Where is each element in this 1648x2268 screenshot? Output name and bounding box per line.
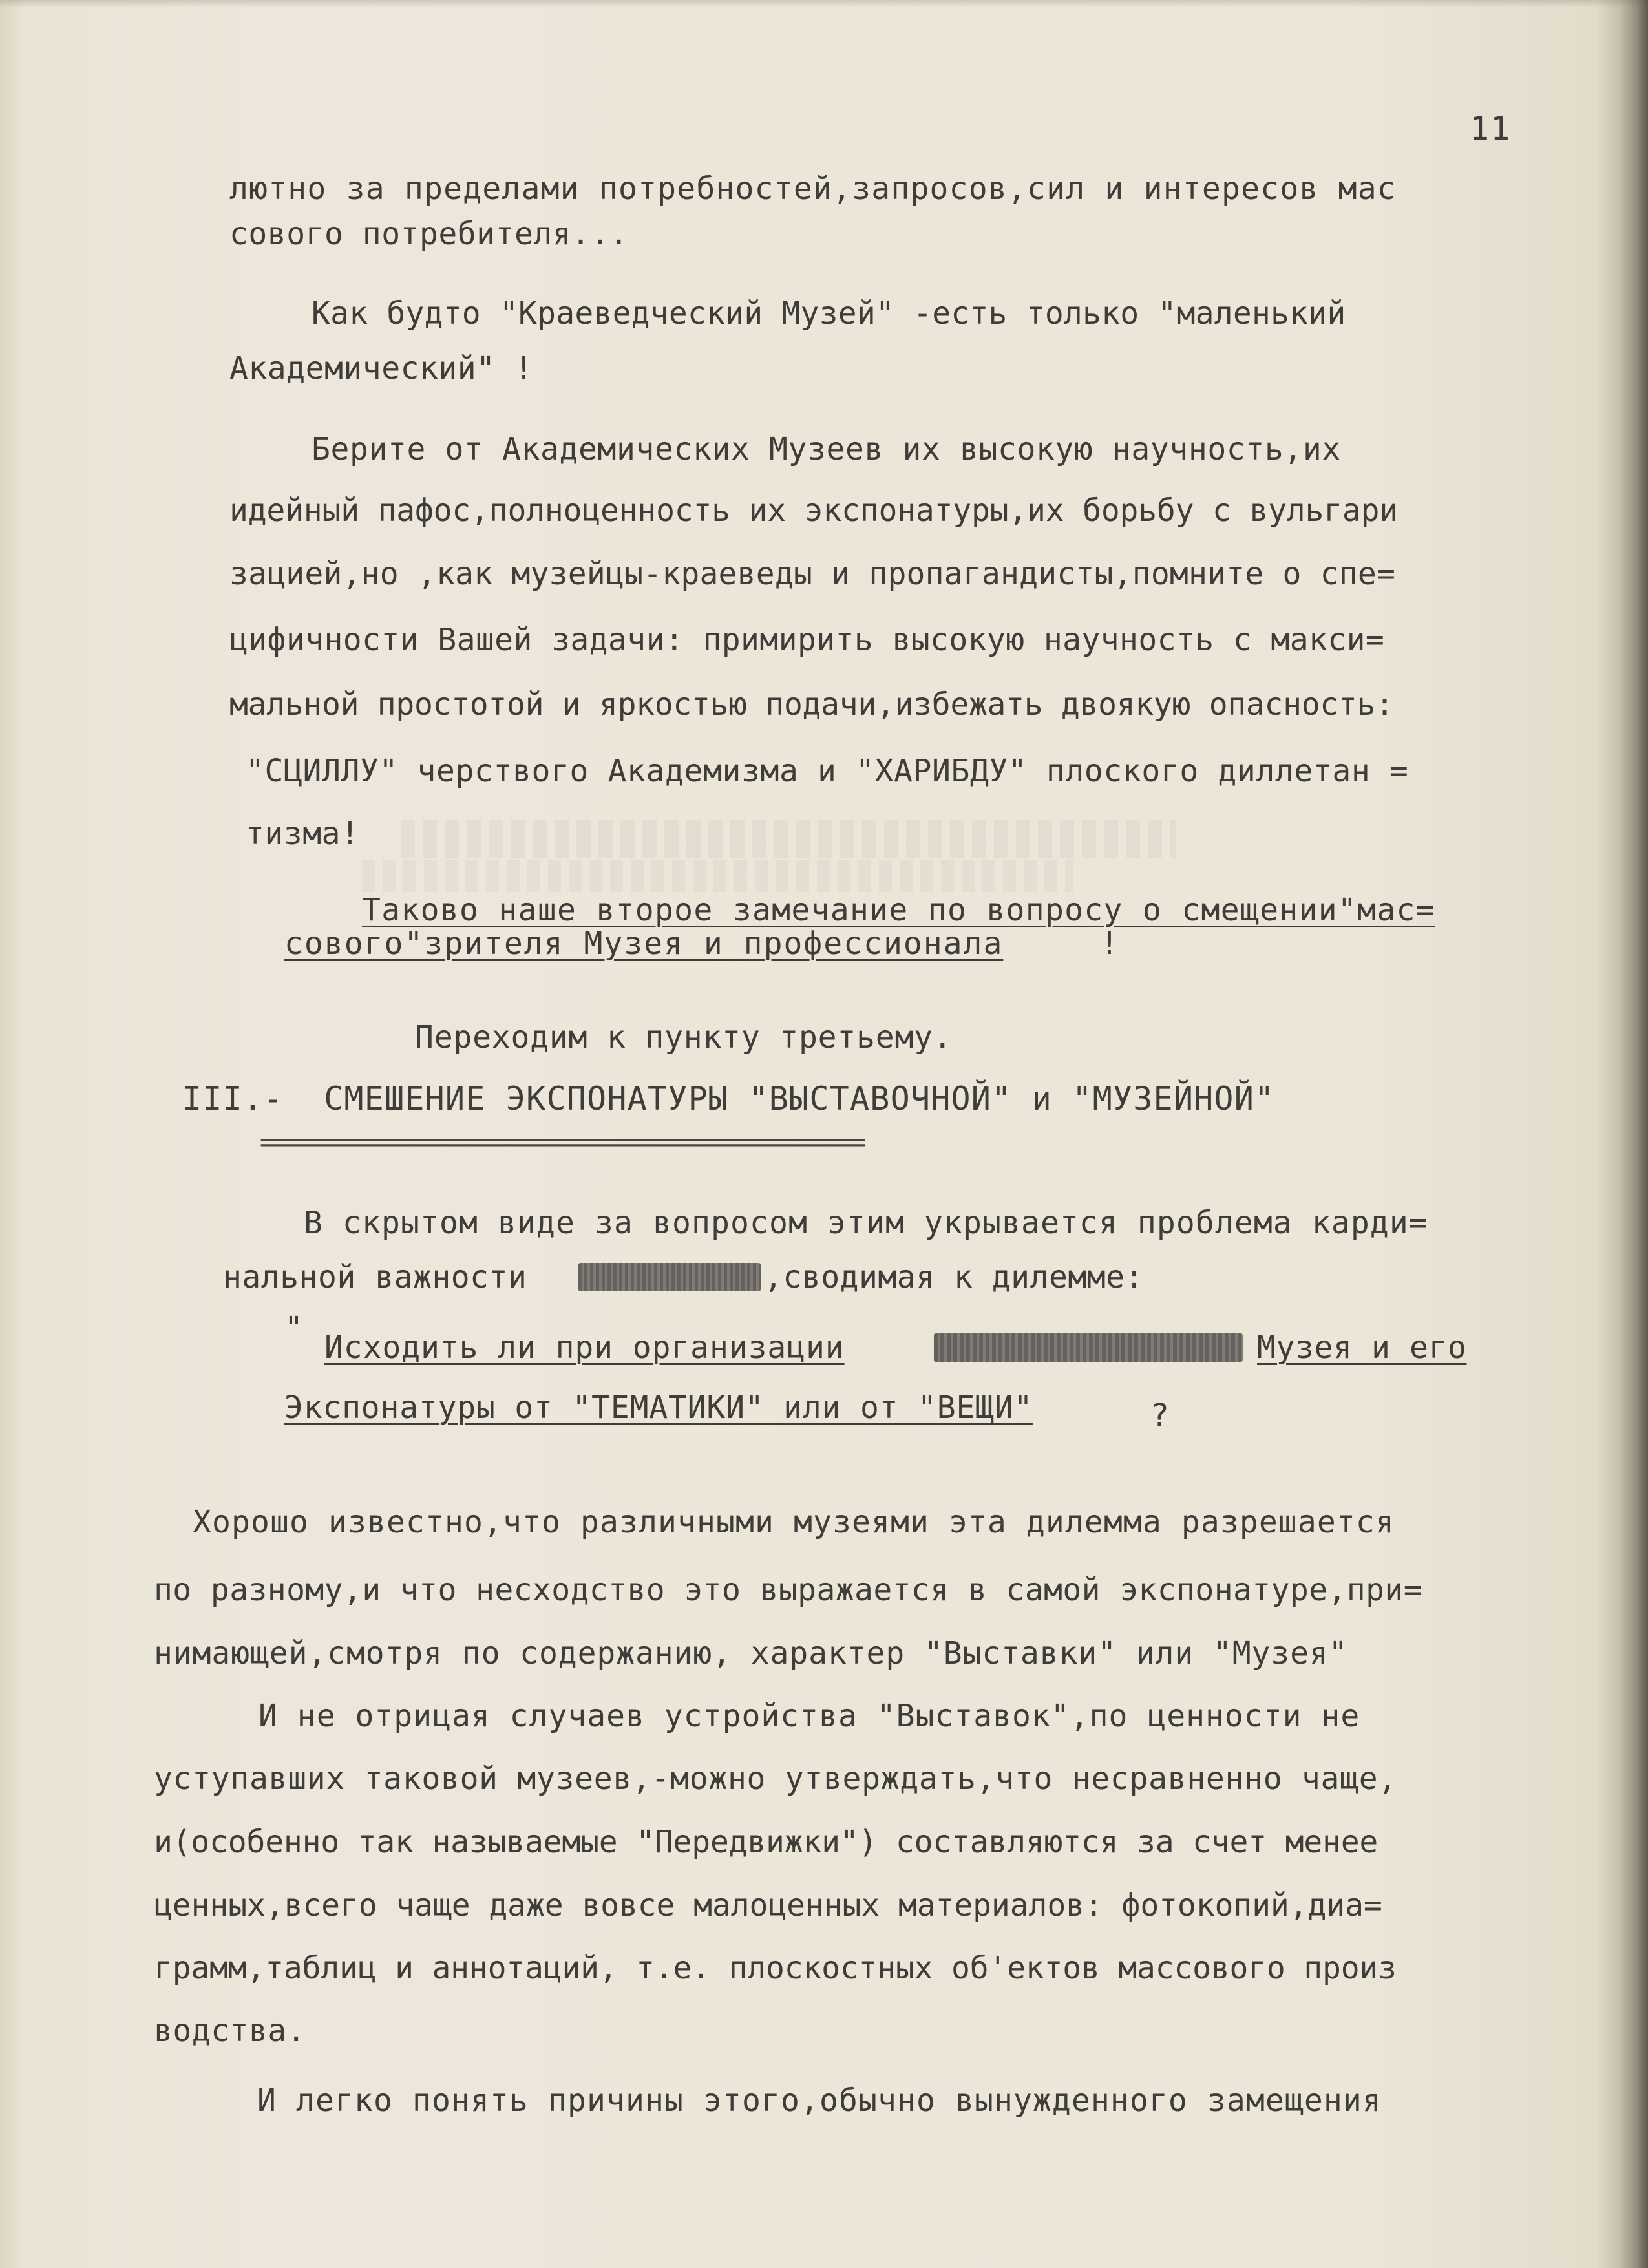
text-line: " xyxy=(284,1310,304,1346)
text-line: тизма! xyxy=(246,816,360,852)
text-line: нимающей,смотря по содержанию, характер "Выставки" или "Музея" xyxy=(154,1635,1348,1671)
text-line: В скрытом виде за вопросом этим укрывается проблема карди= xyxy=(304,1205,1428,1241)
struck-word xyxy=(578,1263,761,1291)
paper-fold-shadow xyxy=(1620,0,1648,2268)
text-line: идейный пафос,полноценность их экспонатуры,их борьбу с вульгари xyxy=(229,493,1399,529)
text-line: и(особенно так называемые "Передвижки") составляются за счет менее xyxy=(154,1824,1379,1860)
text-line: лютно за пределами потребностей,запросов,сил и интересов мас xyxy=(229,171,1397,207)
text-line: мальной простотой и яркостью подачи,избежать двоякую опасность: xyxy=(229,686,1394,723)
text-line: цифичности Вашей задачи: примирить высокую научность с макси= xyxy=(229,622,1385,658)
text-line: сового потребителя... xyxy=(229,216,629,252)
dilemma-question: Исходить ли при организации xyxy=(324,1330,845,1366)
text-line: Как будто "Краеведческий Музей" -есть только "маленький xyxy=(312,295,1346,332)
struck-word xyxy=(934,1333,1243,1362)
text-line: Берите от Академических Музеев их высокую научность,их xyxy=(312,431,1341,467)
text-line: И не отрицая случаев устройства "Выставок",по ценности не xyxy=(259,1698,1360,1734)
text-line: Академический" ! xyxy=(229,350,534,387)
underlined-remark: Таково наше второе замечание по вопросу о смещении"мас= xyxy=(362,892,1435,928)
text-line: водства. xyxy=(154,2013,306,2049)
bleed-through-mark xyxy=(362,860,1073,892)
page-number: 11 xyxy=(1470,110,1512,147)
paper-top-edge xyxy=(0,0,1648,8)
text-line: зацией,но ,как музейцы-краеведы и пропагандисты,помните о спе= xyxy=(229,556,1396,592)
text-line: ценных,всего чаще даже вовсе малоценных материалов: фотокопий,диа= xyxy=(154,1887,1382,1924)
text-line: И легко понять причины этого,обычно вынужденного замещения xyxy=(257,2083,1382,2119)
dilemma-question: Экспонатуры от "ТЕМАТИКИ" или от "ВЕЩИ" xyxy=(284,1390,1033,1426)
underlined-remark: сового"зрителя Музея и профессионала xyxy=(284,926,1004,962)
section-heading: III.- СМЕШЕНИЕ ЭКСПОНАТУРЫ "ВЫСТАВОЧНОЙ" и "МУЗЕЙНОЙ" xyxy=(182,1080,1275,1118)
text-line: нальной важности xyxy=(223,1259,527,1295)
text-line: Переходим к пункту третьему. xyxy=(415,1019,953,1055)
bleed-through-mark xyxy=(401,820,1176,858)
dilemma-question: Музея и его xyxy=(1257,1330,1467,1366)
text-line: грамм,таблиц и аннотаций, т.е. плоскостных об'ектов массового произ xyxy=(154,1950,1397,1986)
text-line: по разному,и что несходство это выражается в самой экспонатуре,при= xyxy=(154,1572,1422,1608)
heading-rule: ================================================= xyxy=(260,1128,864,1156)
text-line: "СЦИЛЛУ" черствого Академизма и "ХАРИБДУ" плоского диллетан = xyxy=(246,753,1409,789)
text-line: ! xyxy=(1100,926,1119,962)
text-line: ? xyxy=(1150,1397,1170,1434)
text-line: уступавших таковой музеев,-можно утверждать,что несравненно чаще, xyxy=(154,1761,1397,1797)
text-line: ,сводимая к дилемме: xyxy=(764,1259,1144,1295)
text-line: Хорошо известно,что различными музеями эта дилемма разрешается xyxy=(193,1504,1395,1540)
